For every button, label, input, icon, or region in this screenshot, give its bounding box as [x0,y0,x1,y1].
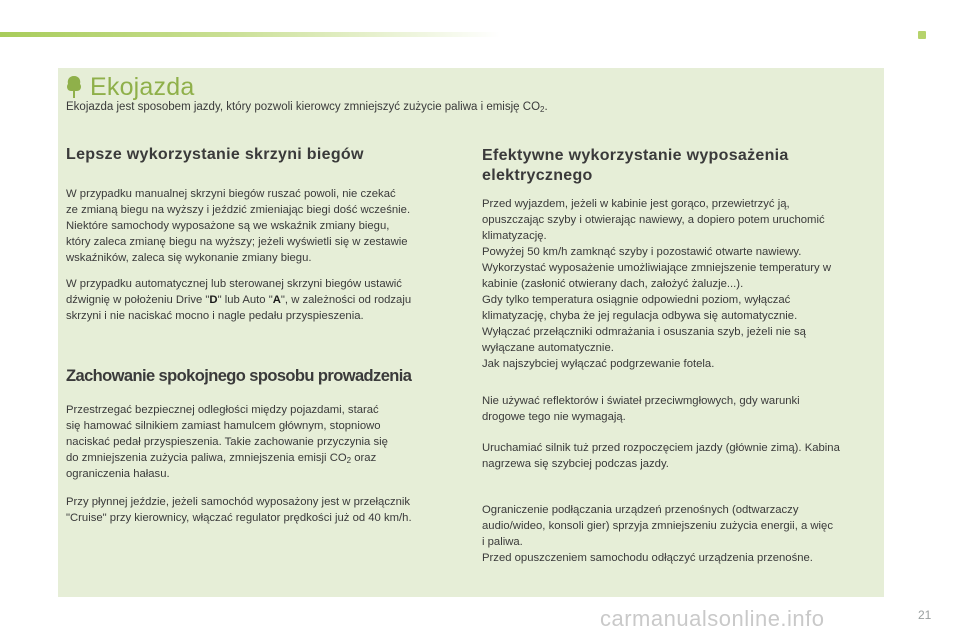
paragraph-fog-lights: Nie używać reflektorów i świateł przeciwmgłowych, gdy warunki drogowe tego nie wymagają. [482,395,800,423]
paragraph-engine-start: Uruchamiać silnik tuż przed rozpoczęciem jazdy (głównie zimą). Kabina nagrzewa się szybciej podczas jazdy. [482,442,840,470]
paragraph-cruise: Przy płynnej jeździe, jeżeli samochód wyposażony jest w przełącznik "Cruise" przy kierownicy, włączać regulator prędkości już od 40 km/h. [66,496,412,524]
paragraph-portable-devices: Ograniczenie podłączania urządzeń przenośnych (odtwarzaczy audio/wideo, konsoli gier) sprzyja zmniejszeniu zużycia energii, a więc i paliwa. Przed opuszczeniem samochodu odłączyć urządzenia przenośne. [482,504,833,564]
paragraph-manual-gearbox: W przypadku manualnej skrzyni biegów ruszać powoli, nie czekać ze zmianą biegu na wyższy i jeździć zmieniając biegi dość wcześnie. Niektóre samochody wyposażone są we wskaźnik zmiany biegu, który zaleca zmianę biegu na wyższy; jeżeli wyświetli się w zestawie wskaźników, zaleca się wykonanie zmiany biegu. [66,188,411,264]
left-column [66,146,458,526]
paragraph-automatic-gearbox: W przypadku automatycznej lub sterowanej skrzyni biegów ustawić dźwignię w położeniu Drive "D" lub Auto "A", w zależności od rodzaju skrzyni i nie naciskać mocno i nagle pedału przyspieszenia. [66,278,412,322]
corner-marker [918,31,926,39]
right-column [482,146,877,566]
page-number: 21 [918,608,932,622]
section-heading-gearbox: Lepsze wykorzystanie skrzyni biegów [66,146,364,163]
section-heading-electrical: Efektywne wykorzystanie wyposażenia elektrycznego [482,147,789,184]
section-heading-calm-driving: Zachowanie spokojnego sposobu prowadzenia [66,366,412,385]
watermark: carmanualsonline.info [600,606,825,631]
page-heading [66,72,194,102]
paragraph-safe-distance: Przestrzegać bezpiecznej odległości między pojazdami, starać się hamować silnikiem zamiast hamulcem głównym, stopniowo naciskać pedał przyspieszenia. Takie zachowanie przyczynia się do zmniejszenia zużycia paliwa, zmniejszenia emisji $CO_2$ oraz ograniczenia hałasu. [66,404,388,480]
top-accent-bar [0,32,500,37]
paragraph-air-conditioning: Przed wyjazdem, jeżeli w kabinie jest gorąco, przewietrzyć ją, opuszczając szyby i otwierając nawiewy, a dopiero potem uruchomić klimatyzację. Powyżej 50 km/h zamknąć szyby i pozostawić otwarte nawiewy. Wykorzystać wyposażenie umożliwiające zmniejszenie temperatury w kabinie (zasłonić otwierany dach, założyć żaluzje...). Gdy tylko temperatura osiągnie odpowiedni poziom, wyłączać klimatyzację, chyba że jej regulacja odbywa się automatycznie. Wyłączać przełączniki odmrażania i osuszania szyb, jeżeli nie są wyłączane automatycznie. Jak najszybciej wyłączać podgrzewanie fotela. [482,198,831,370]
intro-text: Ekojazda jest sposobem jazdy, który pozwoli kierowcy zmniejszyć zużycie paliwa i emisję $CO_2$. [66,101,548,114]
tree-icon [66,75,82,99]
page-title: Ekojazda [90,72,195,101]
